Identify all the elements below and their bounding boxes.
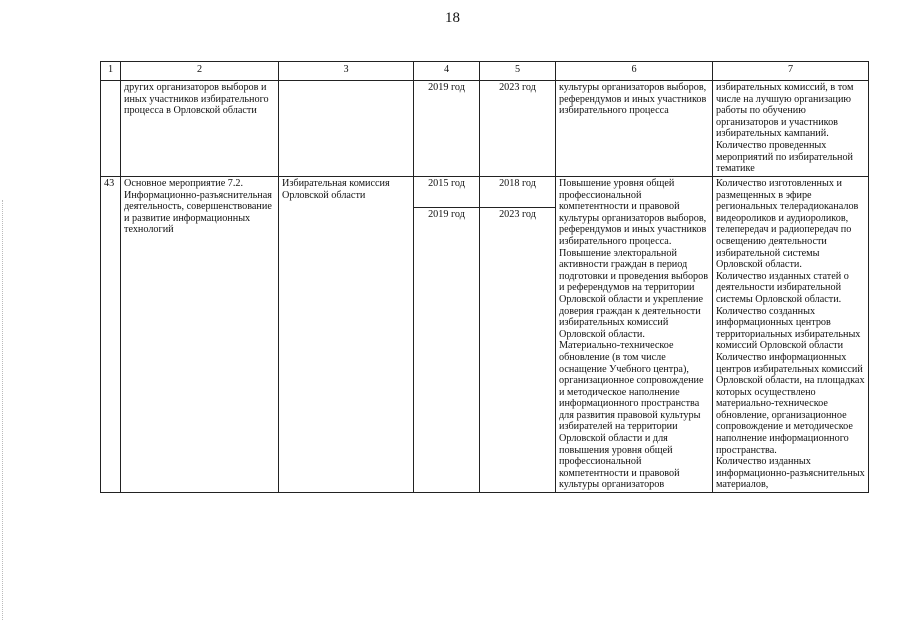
indicator-cell: избирательных комиссий, в том числе на лучшую организацию работы по обучению организаторов и участников избирательных кампаний. Количество проведенных мероприятий по избирательной тематике: [713, 81, 869, 177]
column-header: 1: [101, 62, 121, 81]
expected-result-cell: Повышение уровня общей профессиональной компетентности и правовой культуры организаторов выборов, референдумов и иных участников избирательного процесса. Повышение электоральной активности граждан в период подготовки и проведения выборов и референдумов на территории Орловской области и укрепление доверия граждан к деятельности избирательных комиссий Орловской области. Материально-техническое обновление (в том числе оснащение Учебного центра), организационное сопровождение и методическое наполнение информационного пространства для развития правовой культуры избирателей на территории Орловской области и для повышения уровня общей профессиональной компетентности и правовой культуры организаторов: [556, 177, 713, 493]
program-table: [100, 61, 869, 493]
column-number-row: [101, 62, 869, 81]
executor-cell: Избирательная комиссия Орловской области: [279, 177, 414, 493]
start-year-cell: 2019 год: [414, 81, 480, 177]
expected-result-cell: культуры организаторов выборов, референдумов и иных участников избирательного процесса: [556, 81, 713, 177]
activity-name-cell: Основное мероприятие 7.2. Информационно-разъяснительная деятельность, совершенствование и развитие информационных технологий: [121, 177, 279, 493]
end-year-cell: 2023 год: [480, 208, 556, 493]
start-year-cell: 2015 год: [414, 177, 480, 208]
table-row-continued: [101, 81, 869, 177]
column-header: 3: [279, 62, 414, 81]
column-header: 2: [121, 62, 279, 81]
end-year-cell: 2018 год: [480, 177, 556, 208]
page-number: 18: [445, 10, 460, 26]
table-row-43: [101, 177, 869, 208]
column-header: 4: [414, 62, 480, 81]
end-year-cell: 2023 год: [480, 81, 556, 177]
start-year-cell: 2019 год: [414, 208, 480, 493]
activity-name-cell: других организаторов выборов и иных участников избирательного процесса в Орловской области: [121, 81, 279, 177]
indicator-cell: Количество изготовленных и размещенных в эфире региональных телерадиоканалов видеороликов и аудиороликов, телепередач и радиопередач по освещению деятельности избирательной системы Орловской области. Количество изданных статей о деятельности избирательной системы Орловской области. Количество созданных информационных центров территориальных избирательных комиссий Орловской области Количество информационных центров избирательных комиссий Орловской области, на площадках которых осуществлено материально-техническое обновление, организационное сопровождение и методическое наполнение информационного пространства. Количество изданных информационно-разъяснительных материалов,: [713, 177, 869, 493]
executor-cell: [279, 81, 414, 177]
column-header: 5: [480, 62, 556, 81]
scan-edge-marks: [2, 200, 6, 620]
row-number-cell: [101, 81, 121, 177]
row-number-cell: 43: [101, 177, 121, 493]
column-header: 7: [713, 62, 869, 81]
column-header: 6: [556, 62, 713, 81]
